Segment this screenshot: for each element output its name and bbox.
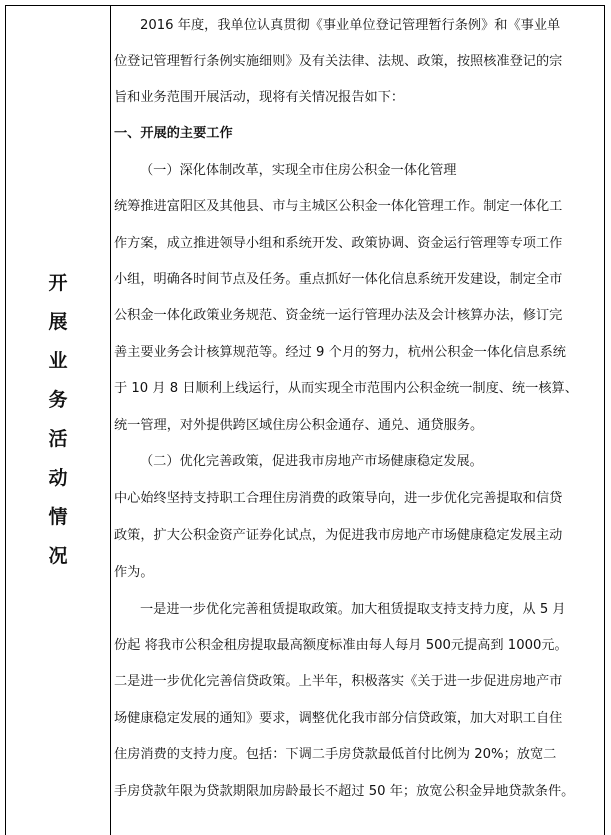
section-heading: 一、开展的主要工作 (114, 126, 233, 141)
paragraph-line: 中心始终坚持支持职工合理住房消费的政策导向，进一步优化完善提取和信贷 (114, 491, 563, 506)
paragraph-line: 一是进一步优化完善租赁提取政策。加大租赁提取支持支持力度，从 5 月 (140, 602, 566, 617)
right-border (604, 5, 605, 835)
label-char: 活 (48, 428, 68, 450)
paragraph-line: 位登记管理暂行条例实施细则》及有关法律、法规、政策，按照核准登记的宗 (114, 54, 563, 69)
label-char: 展 (48, 311, 68, 333)
label-char: 动 (48, 467, 68, 489)
label-char: 情 (48, 506, 68, 528)
paragraph-line: 手房贷款年限为贷款期限加房龄最长不超过 50 年；放宽公积金异地贷款条件。 (114, 784, 575, 799)
paragraph-line: 二是进一步优化完善信贷政策。上半年，积极落实《关于进一步促进房地产市 (114, 674, 563, 689)
paragraph-line: 旨和业务范围开展活动，现将有关情况报告如下： (114, 90, 405, 105)
column-divider (110, 5, 111, 835)
paragraph-line: 场健康稳定发展的通知》要求，调整优化我市部分信贷政策，加大对职工自住 (114, 711, 563, 726)
paragraph-line: 于 10 月 8 日顺利上线运行，从而实现全市范围内公积金统一制度、统一核算、 (114, 381, 578, 396)
section-label (48, 270, 67, 582)
paragraph-line: 小组，明确各时间节点及任务。重点抓好一体化信息系统开发建设，制定全市 (114, 272, 563, 287)
paragraph-line: 份起 将我市公积金租房提取最高额度标准由每人每月 500元提高到 1000元。 (114, 638, 568, 653)
paragraph-line: 统筹推进富阳区及其他县、市与主城区公积金一体化管理工作。制定一体化工 (114, 199, 563, 214)
paragraph-line: 2016 年度，我单位认真贯彻《事业单位登记管理暂行条例》和《事业单 (140, 18, 561, 33)
label-char: 开 (48, 272, 68, 294)
label-char: 业 (48, 350, 68, 372)
paragraph-line: （二）优化完善政策，促进我市房地产市场健康稳定发展。 (140, 454, 483, 469)
paragraph-line: 善主要业务会计核算规范等。经过 9 个月的努力，杭州公积金一体化信息系统 (114, 345, 566, 360)
label-char: 务 (48, 389, 68, 411)
paragraph-line: 统一管理，对外提供跨区域住房公积金通存、通兑、通贷服务。 (114, 418, 484, 433)
paragraph-line: 公积金一体化政策业务规范、资金统一运行管理办法及会计核算办法，修订完 (114, 308, 563, 323)
paragraph-line: 作方案，成立推进领导小组和系统开发、政策协调、资金运行管理等专项工作 (114, 236, 563, 251)
section-label-cell (6, 6, 110, 826)
paragraph-line: 作为。 (114, 565, 154, 580)
paragraph-line: （一）深化体制改革，实现全市住房公积金一体化管理 (140, 163, 457, 178)
label-char: 况 (48, 545, 68, 567)
paragraph-line: 住房消费的支持力度。包括：下调二手房贷款最低首付比例为 20%；放宽二 (114, 747, 557, 762)
paragraph-line: 政策，扩大公积金资产证券化试点，为促进我市房地产市场健康稳定发展主动 (114, 528, 563, 543)
